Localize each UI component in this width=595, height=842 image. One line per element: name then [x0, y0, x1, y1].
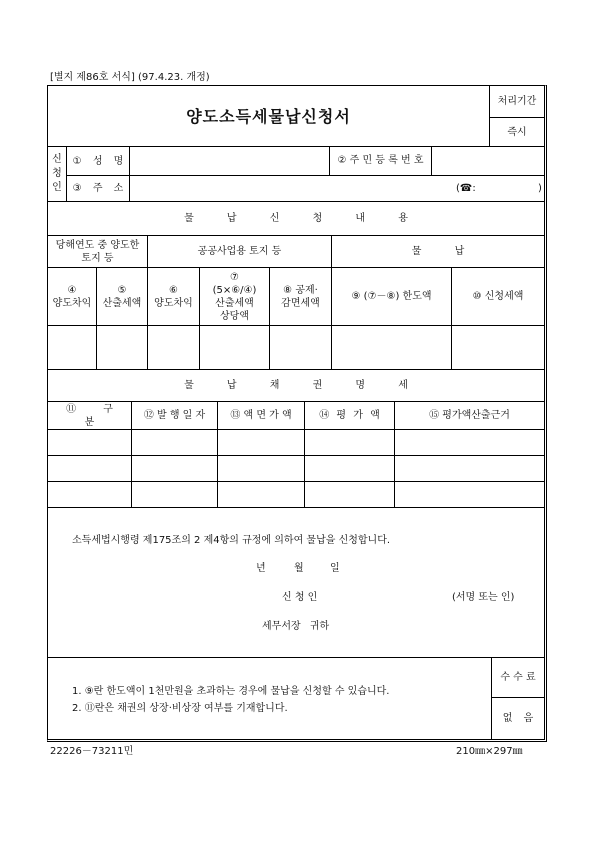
phone-open: (☎:: [456, 183, 476, 194]
note-2: 2. ⑪란은 채권의 상장·비상장 여부를 기재합니다.: [72, 703, 288, 714]
empty-cell: [332, 326, 452, 370]
col-num: ⑫: [143, 410, 154, 421]
col-num: ⑤: [117, 284, 127, 296]
col-formula: (5×⑥/④): [212, 284, 257, 296]
form-title: 양도소득세물납신청서: [186, 106, 351, 126]
col-label: 발 행 일 자: [157, 410, 206, 421]
col-num: ⑨: [351, 291, 361, 302]
col-label-2: 상당액: [220, 310, 249, 322]
col-computed-tax: [97, 268, 148, 326]
notes-area: [48, 658, 492, 739]
fee-value-cell: [492, 698, 544, 739]
bond-col-issue-date: [132, 402, 218, 430]
address-label-cell: [67, 176, 130, 202]
empty-cell: [305, 456, 395, 482]
fee-value: 없 음: [502, 713, 534, 724]
col-deduction: [270, 268, 332, 326]
bond-col-basis: [395, 402, 544, 430]
bonds-heading: 물 납 채 권 명 세: [184, 380, 408, 391]
empty-cell: [97, 326, 148, 370]
empty-cell: [305, 482, 395, 508]
bond-col-num-label: [230, 409, 291, 422]
empty-cell: [200, 326, 270, 370]
name-field: [130, 147, 330, 176]
empty-cell: [48, 456, 132, 482]
col-num: ⑥: [169, 284, 178, 296]
col-transfer-gain-1: [48, 268, 97, 326]
group-public-cell: [148, 236, 332, 268]
col-label: 액 면 가 액: [243, 410, 292, 421]
group-current-year-line2: 토지 등: [81, 252, 114, 264]
note-1: 1. ⑨란 한도액이 1천만원을 초과하는 경우에 물납을 신청할 수 있습니다.: [72, 686, 390, 697]
fee-label-cell: [492, 658, 544, 698]
col-label: 평 가 액: [336, 410, 380, 421]
col-num: ⑮: [429, 410, 440, 421]
col-num-label: [283, 284, 318, 297]
col-transfer-gain-2: [148, 268, 200, 326]
empty-cell: [218, 456, 305, 482]
date-year: 년: [256, 563, 266, 574]
col-num-label: [473, 290, 524, 303]
date-month: 월: [294, 563, 304, 574]
group-current-year-cell: [48, 236, 148, 268]
bonds-heading-cell: [48, 370, 544, 402]
empty-cell: [132, 456, 218, 482]
col-num: ④: [67, 284, 77, 296]
paper-size: 210㎜×297㎜: [456, 746, 523, 757]
empty-cell: [395, 430, 544, 456]
col-label: 양도차익: [154, 297, 193, 309]
phone-close: ): [538, 183, 542, 194]
signer-label: 신 청 인: [282, 592, 318, 603]
request-heading-cell: [48, 202, 544, 236]
group-current-year-line1: 당해연도 중 양도한: [55, 239, 140, 251]
group-payment: 물 납: [411, 246, 465, 257]
empty-cell: [395, 456, 544, 482]
empty-cell: [218, 482, 305, 508]
col-num: ⑩: [472, 291, 482, 302]
bond-col-appraised-value: [305, 402, 395, 430]
processing-period-label-cell: [490, 86, 544, 118]
name-label: ① 성 명: [72, 155, 124, 167]
empty-cell: [132, 430, 218, 456]
empty-cell: [395, 482, 544, 508]
form-number: 22226－73211민: [50, 746, 134, 757]
processing-period-value-cell: [490, 118, 544, 147]
signature-label: (서명 또는 인): [452, 592, 515, 603]
date-day: 일: [330, 563, 340, 574]
empty-cell: [48, 430, 132, 456]
col-label: 산출세액: [102, 297, 142, 309]
group-payment-cell: [332, 236, 544, 268]
address-label: ③ 주 소: [72, 183, 124, 194]
col-label-2: 감면세액: [281, 297, 320, 309]
bond-col-face-value: [218, 402, 305, 430]
col-label: 신청세액: [484, 291, 524, 302]
empty-cell: [305, 430, 395, 456]
empty-cell: [218, 430, 305, 456]
bond-col-num-label: [319, 409, 380, 422]
address-field: [130, 176, 544, 202]
rrn-label-cell: [330, 147, 432, 176]
col-label: 구 분: [84, 403, 113, 428]
empty-cell: [132, 482, 218, 508]
col-label: 양도차익: [52, 297, 92, 309]
col-num: ⑬: [230, 410, 241, 421]
form-reference: [별지 제86호 서식] (97.4.23. 개정): [50, 72, 210, 83]
bond-col-category: [48, 402, 132, 430]
col-equivalent-tax: [200, 268, 270, 326]
form-title-cell: [48, 86, 490, 147]
bond-col-num-label: [48, 403, 131, 429]
group-public: 공공사업용 토지 등: [197, 246, 282, 257]
empty-cell: [148, 326, 200, 370]
applicant-section-label-cell: [48, 147, 67, 202]
col-num-label: [351, 290, 431, 303]
processing-period-value: 즉시: [507, 126, 527, 138]
col-label: 공제·: [295, 284, 318, 296]
addressee: 세무서장 귀하: [262, 621, 330, 632]
statement-text: 소득세법시행령 제175조의 2 제4항의 규정에 의하여 물납을 신청합니다.: [72, 535, 391, 546]
empty-cell: [452, 326, 544, 370]
col-label: 산출세액: [215, 297, 254, 309]
bond-col-num-label: [144, 409, 205, 422]
col-label: (⑦－⑧) 한도액: [363, 291, 432, 302]
request-heading: 물 납 신 청 내 용: [184, 213, 408, 224]
statement-area: [48, 508, 544, 658]
rrn-label: ② 주 민 등 록 번 호: [337, 155, 424, 166]
col-num: ⑧: [283, 284, 293, 296]
col-num: ⑪: [66, 403, 77, 415]
bond-col-num-label: [429, 409, 510, 422]
rrn-field: [432, 147, 544, 176]
empty-cell: [48, 482, 132, 508]
name-label-cell: [67, 147, 130, 176]
fee-label: 수 수 료: [500, 672, 536, 683]
processing-period-label: 처리기간: [497, 96, 537, 107]
col-limit: [332, 268, 452, 326]
col-num: ⑦: [230, 271, 239, 283]
empty-cell: [48, 326, 97, 370]
col-requested-tax: [452, 268, 544, 326]
empty-cell: [270, 326, 332, 370]
col-label: 평가액산출근거: [442, 410, 510, 421]
col-num: ⑭: [319, 410, 330, 421]
applicant-section-label: 신 청 인: [52, 154, 62, 193]
